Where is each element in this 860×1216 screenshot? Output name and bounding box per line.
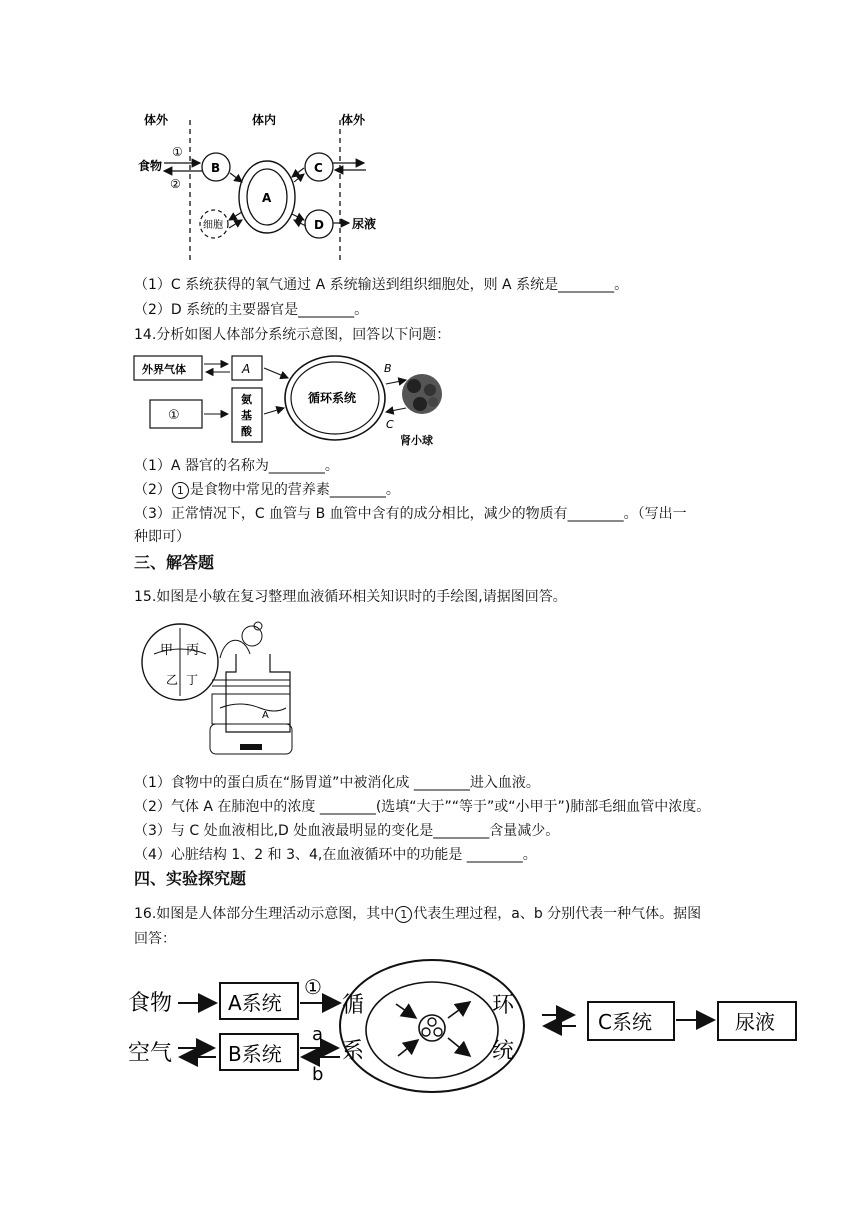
label-food: 食物 (138, 159, 163, 173)
figure-14-diagram (130, 350, 450, 450)
figure-16-diagram (126, 958, 806, 1103)
glomerulus-illustration (402, 374, 442, 414)
q15-part1: （1）食物中的蛋白质在“肠胃道”中被消化成 ________进入血液。 (134, 775, 540, 791)
q14-part2 (134, 480, 400, 500)
figure-15-drawing (140, 614, 320, 764)
amino-char-2: 基 (241, 409, 252, 422)
q15-part4: （4）心脏结构 1、2 和 3、4,在血液循环中的功能是 ________。 (134, 847, 537, 863)
q13-part2: （2）D 系统的主要器官是________。 (134, 302, 369, 318)
char-tong: 统 (492, 1039, 515, 1064)
q15-title: 15.如图是小敏在复习整理血液循环相关知识时的手绘图,请据图回答。 (134, 589, 567, 605)
label-a: A (262, 710, 269, 721)
q14-part3-line2: 种即可） (134, 529, 190, 545)
node-d-label: D (314, 218, 324, 232)
label-system-a: A系统 (228, 991, 282, 1015)
node-cell-label: 细胞 (203, 220, 223, 231)
mark-1: ① (172, 145, 183, 159)
q16-title-b: 代表生理过程，a、b 分别代表一种气体。据图 (413, 906, 702, 922)
label-food-fig16: 食物 (128, 991, 173, 1016)
amino-char-3: 酸 (241, 425, 252, 438)
box-a-label: A (242, 362, 251, 376)
label-urine: 尿液 (352, 217, 377, 231)
node-c-label: C (314, 161, 323, 175)
label-bing: 丙 (186, 643, 200, 658)
label-jia: 甲 (160, 643, 174, 658)
char-xun: 循 (342, 993, 365, 1018)
label-gas-a: a (312, 1024, 324, 1045)
q14-part1: （1）A 器官的名称为________。 (134, 458, 339, 474)
tissue-cells-icon (419, 1015, 445, 1041)
mark-1-fig16: ① (304, 975, 322, 999)
q14-title: 14.分析如图人体部分系统示意图，回答以下问题： (134, 327, 451, 343)
figure-13-diagram (134, 110, 384, 270)
label-b: B (384, 362, 392, 375)
section-4-heading: 四、实验探究题 (134, 869, 247, 888)
label-gas-b: b (312, 1064, 324, 1085)
label-urine-fig16: 尿液 (735, 1010, 775, 1034)
mark-2: ② (170, 177, 181, 191)
label-air: 空气 (128, 1041, 173, 1066)
label-system-c: C系统 (598, 1010, 652, 1034)
label-outside-right: 体外 (341, 113, 366, 127)
q15-part3: （3）与 C 处血液相比,D 处血液最明显的变化是________含量减少。 (134, 823, 560, 839)
circled-number-1-q16: 1 (395, 906, 412, 923)
q16-title-line1 (134, 904, 701, 924)
label-outside-left: 体外 (144, 113, 169, 127)
q16-title-a: 16.如图是人体部分生理活动示意图，其中 (134, 906, 395, 922)
q14-part2-prefix: （2） (134, 482, 171, 498)
label-outside-air: 外界气体 (142, 363, 186, 376)
label-glomerulus: 肾小球 (400, 434, 433, 447)
q15-part2: （2）气体 A 在肺泡中的浓度 ________(选填“大于”“等于”或“小甲于”)肺部毛细血管中浓度。 (134, 799, 711, 815)
q14-part3-line1: （3）正常情况下，C 血管与 B 血管中含有的成分相比，减少的物质有________。（写出一 (134, 506, 687, 522)
amino-char-1: 氨 (241, 393, 252, 406)
section-3-heading: 三、解答题 (134, 553, 215, 572)
mark-1-fig14: ① (168, 408, 180, 423)
label-inside: 体内 (252, 113, 277, 127)
node-a-label: A (262, 191, 272, 205)
label-yi: 乙 (166, 673, 179, 687)
char-huan: 环 (492, 993, 515, 1018)
label-circulation: 循环系统 (308, 391, 357, 405)
char-xi: 系 (342, 1039, 365, 1064)
label-c: C (386, 418, 394, 431)
label-ding: 丁 (186, 673, 199, 687)
node-b-label: B (211, 161, 221, 175)
q16-title-line2: 回答： (134, 931, 176, 947)
q13-part1: （1）C 系统获得的氧气通过 A 系统输送到组织细胞处，则 A 系统是________。 (134, 277, 629, 293)
circled-number-1: 1 (172, 482, 189, 499)
label-system-b: B系统 (228, 1042, 282, 1066)
q14-part2-text: 是食物中常见的营养素________。 (189, 482, 400, 498)
